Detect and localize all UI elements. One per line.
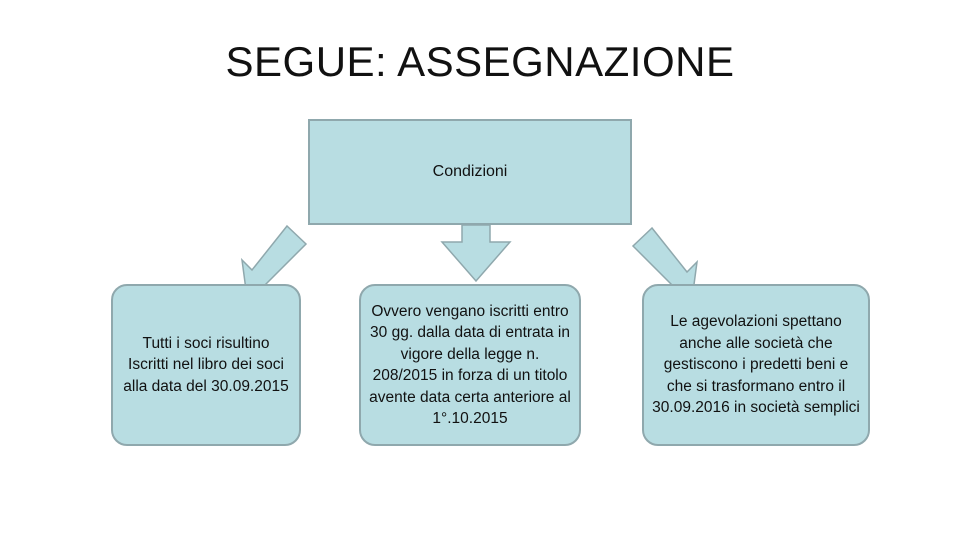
condition-text-middle: Ovvero vengano iscritti entro 30 gg. dalla data di entrata in vigore della legge n. 208/2015 in forza di un titolo avente data certa anteriore al 1°.10.2015 bbox=[369, 302, 571, 427]
conditions-label: Condizioni bbox=[432, 163, 508, 180]
slide-title: SEGUE: ASSEGNAZIONE bbox=[225, 38, 735, 85]
condition-box-left bbox=[111, 284, 301, 446]
condition-box-right bbox=[642, 284, 870, 446]
arrow-center bbox=[442, 225, 510, 281]
condition-text-left: Tutti i soci risultino Iscritti nel libro dei soci alla data del 30.09.2015 bbox=[123, 334, 289, 395]
condition-box-middle bbox=[359, 284, 581, 446]
condition-text-right: Le agevolazioni spettano anche alle società che gestiscono i predetti beni e che si trasformano entro il 30.09.2016 in società semplici bbox=[652, 313, 860, 417]
